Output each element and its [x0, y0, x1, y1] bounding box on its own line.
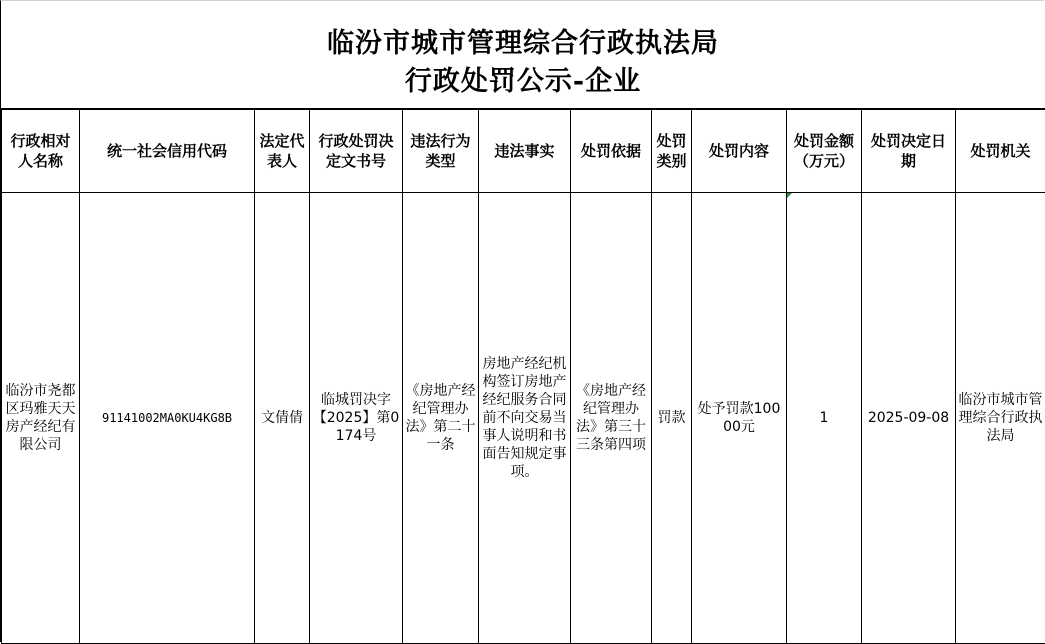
- cell-category: 罚款: [652, 193, 692, 644]
- header-row: [2, 110, 1045, 193]
- cell-credit-code: 91141002MA0KU4KG8B: [80, 193, 255, 644]
- header-authority: 处罚机关: [956, 110, 1045, 193]
- header-content: 处罚内容: [692, 110, 787, 193]
- title-block: [1, 1, 1045, 109]
- cell-comment-marker: [787, 193, 792, 198]
- page-title: 临汾市城市管理综合行政执法局: [1, 21, 1045, 60]
- penalty-table: [1, 109, 1045, 644]
- header-category: 处罚类别: [652, 110, 692, 193]
- header-violation-type: 违法行为类型: [403, 110, 479, 193]
- header-party-name: 行政相对人名称: [2, 110, 80, 193]
- table-row: [2, 193, 1045, 644]
- cell-violation-facts: 房地产经纪机构签订房地产经纪服务合同前不向交易当事人说明和书面告知规定事项。: [479, 193, 571, 644]
- cell-basis: 《房地产经纪管理办法》第三十三条第四项: [571, 193, 652, 644]
- page-subtitle: 行政处罚公示-企业: [1, 59, 1045, 98]
- header-credit-code: 统一社会信用代码: [80, 110, 255, 193]
- cell-amount: 1: [787, 193, 862, 644]
- cell-legal-rep: 文倩倩: [255, 193, 310, 644]
- header-amount: 处罚金额（万元）: [787, 110, 862, 193]
- cell-date: 2025-09-08: [862, 193, 956, 644]
- header-date: 处罚决定日期: [862, 110, 956, 193]
- cell-violation-type: 《房地产经纪管理办法》第二十一条: [403, 193, 479, 644]
- header-decision-no: 行政处罚决定文书号: [310, 110, 403, 193]
- cell-decision-no: 临城罚决字【2025】第0174号: [310, 193, 403, 644]
- header-basis: 处罚依据: [571, 110, 652, 193]
- cell-party-name: 临汾市尧都区玛雅天天房产经纪有限公司: [2, 193, 80, 644]
- header-violation-facts: 违法事实: [479, 110, 571, 193]
- cell-content: 处予罚款10000元: [692, 193, 787, 644]
- header-legal-rep: 法定代表人: [255, 110, 310, 193]
- cell-authority: 临汾市城市管理综合行政执法局: [956, 193, 1045, 644]
